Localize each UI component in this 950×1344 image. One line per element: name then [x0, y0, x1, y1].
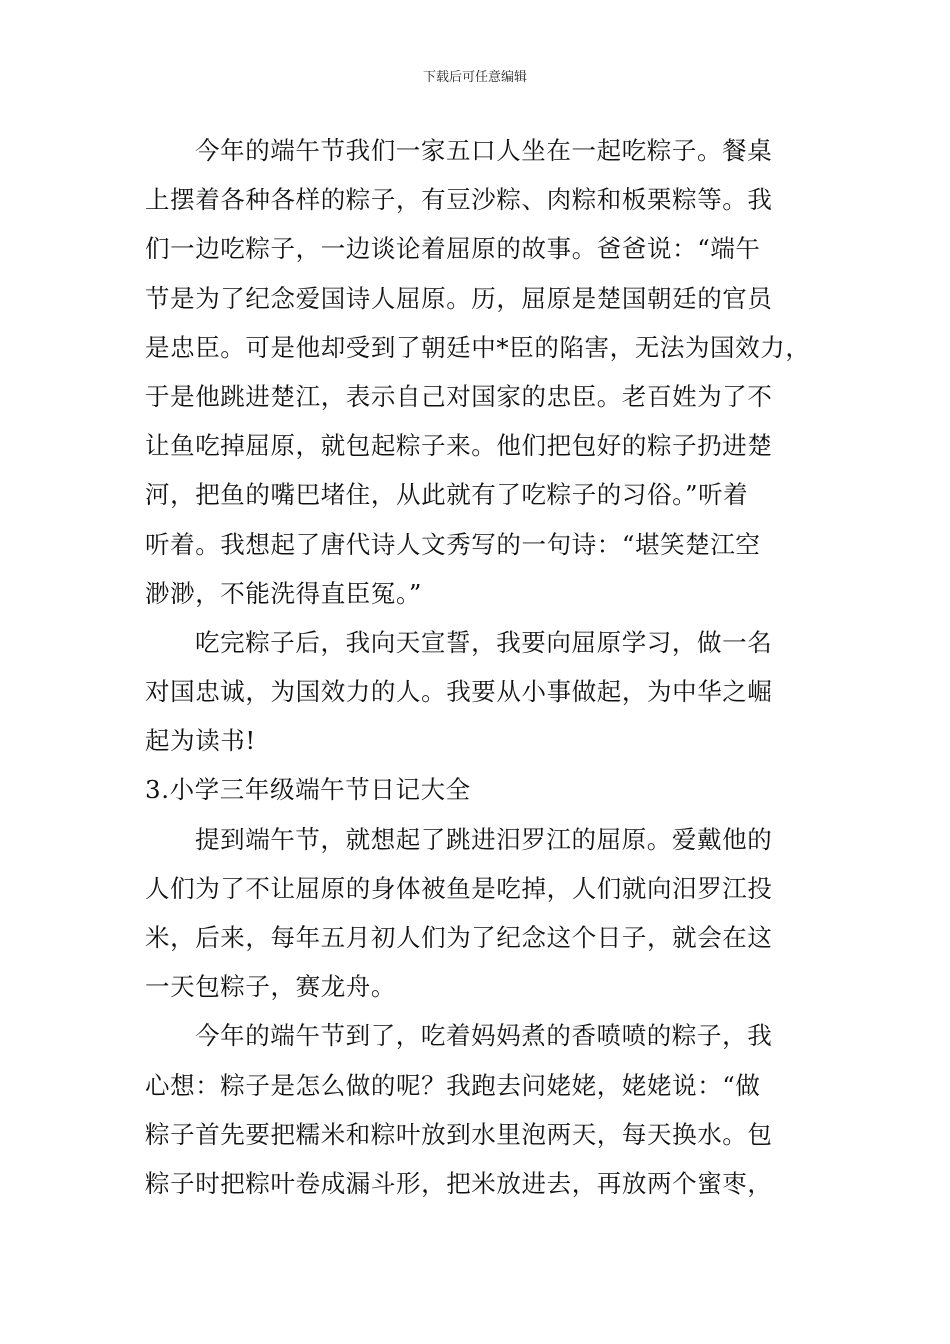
paragraph-line: 吃完粽子后，我向天宣誓，我要向屈原学习，做一名 — [195, 627, 773, 657]
paragraph-line: 今年的端午节我们一家五口人坐在一起吃粽子。餐桌 — [195, 136, 773, 165]
paragraph-line: 渺渺，不能洗得直臣冤。” — [145, 578, 422, 608]
paragraph-line: 起为读书! — [145, 726, 256, 756]
paragraph-line: 今年的端午节到了，吃着妈妈煮的香喷喷的粽子，我 — [195, 1021, 773, 1051]
section-heading: 3.小学三年级端午节日记大全 — [145, 775, 471, 805]
paragraph-line: 上摆着各种各样的粽子，有豆沙粽、肉粽和板栗粽等。我 — [145, 185, 773, 215]
paragraph-line: 是忠臣。可是他却受到了朝廷中*臣的陷害，无法为国效力， — [145, 332, 811, 362]
paragraph-line: 粽子时把粽叶卷成漏斗形，把米放进去，再放两个蜜枣， — [145, 1168, 773, 1198]
paragraph-line: 们一边吃粽子，一边谈论着屈原的故事。爸爸说：“端午 — [145, 234, 761, 264]
page-header: 下载后可任意编辑 — [422, 70, 527, 85]
paragraph-line: 让鱼吃掉屈原，就包起粽子来。他们把包好的粽子扔进楚 — [145, 431, 773, 461]
paragraph-line: 听着。我想起了唐代诗人文秀写的一句诗：“堪笑楚江空 — [145, 529, 761, 559]
paragraph-line: 提到端午节，就想起了跳进汨罗江的屈原。爱戴他的 — [195, 824, 773, 854]
paragraph-line: 于是他跳进楚江，表示自己对国家的忠臣。老百姓为了不 — [145, 381, 773, 411]
paragraph-line: 节是为了纪念爱国诗人屈原。历，屈原是楚国朝廷的官员 — [145, 283, 773, 313]
paragraph-line: 人们为了不让屈原的身体被鱼是吃掉，人们就向汨罗江投 — [145, 873, 773, 903]
paragraph-line: 河，把鱼的嘴巴堵住，从此就有了吃粽子的习俗。”听着 — [145, 480, 749, 510]
paragraph-line: 一天包粽子，赛龙舟。 — [145, 972, 396, 1002]
paragraph-line: 对国忠诚，为国效力的人。我要从小事做起，为中华之崛 — [145, 677, 773, 707]
paragraph-line: 心想：粽子是怎么做的呢？我跑去问姥姥，姥姥说：“做 — [145, 1070, 761, 1100]
paragraph-line: 米，后来，每年五月初人们为了纪念这个日子，就会在这 — [145, 923, 773, 952]
paragraph-line: 粽子首先要把糯米和粽叶放到水里泡两天，每天换水。包 — [145, 1119, 773, 1149]
document-body — [145, 126, 810, 1208]
